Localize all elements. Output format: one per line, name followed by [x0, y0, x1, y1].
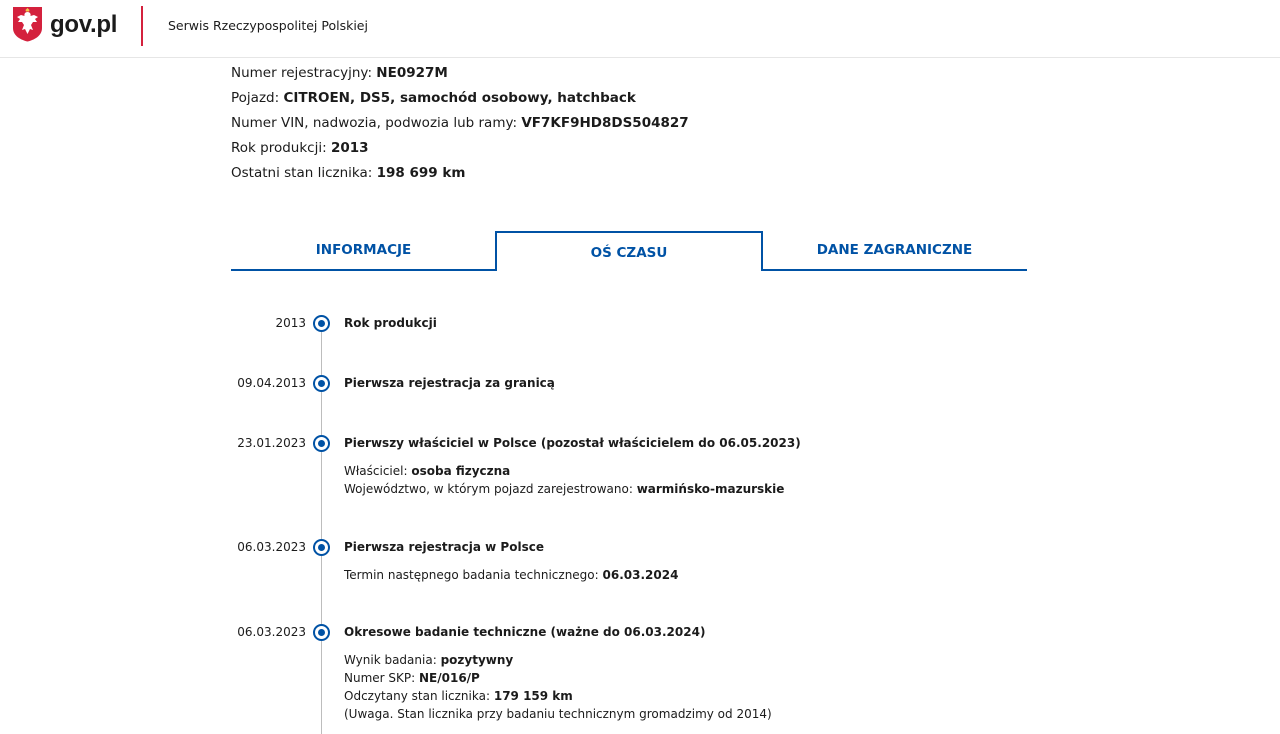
tab-os-czasu[interactable]: OŚ CZASU [495, 231, 763, 271]
registration-label: Numer rejestracyjny: [231, 65, 372, 81]
detail-line [344, 669, 772, 687]
timeline-title: Pierwsza rejestracja za granicą [344, 376, 555, 390]
detail-label: Odczytany stan licznika: [344, 689, 491, 703]
detail-label: Numer SKP: [344, 671, 416, 685]
detail-value: NE/016/P [419, 671, 480, 685]
timeline-dot-icon [313, 435, 330, 452]
odometer-label: Ostatni stan licznika: [231, 165, 373, 181]
production-year [231, 139, 689, 164]
vehicle-value: CITROEN, DS5, samochód osobowy, hatchback [283, 90, 636, 106]
detail-label: Województwo, w którym pojazd zarejestrowano: [344, 482, 633, 496]
timeline [0, 300, 1280, 734]
tab-bar [231, 231, 1027, 271]
detail-label: Właściciel: [344, 464, 408, 478]
registration-number [231, 64, 689, 89]
vin-number [231, 114, 689, 139]
timeline-dot-icon [313, 375, 330, 392]
service-name: Serwis Rzeczypospolitej Polskiej [168, 18, 368, 33]
vehicle-label: Pojazd: [231, 90, 280, 106]
vin-value: VF7KF9HD8DS504827 [521, 115, 689, 131]
tab-dane-zagraniczne[interactable]: DANE ZAGRANICZNE [762, 231, 1027, 271]
detail-value: 179 159 km [493, 689, 573, 703]
timeline-date: 09.04.2013 [237, 376, 306, 390]
timeline-dot-icon [313, 315, 330, 332]
detail-value: warmińsko-mazurskie [636, 482, 785, 496]
timeline-date: 23.01.2023 [237, 436, 306, 450]
timeline-dot-icon [313, 624, 330, 641]
year-value: 2013 [330, 140, 369, 156]
detail-line [344, 462, 784, 480]
vin-label: Numer VIN, nadwozia, podwozia lub ramy: [231, 115, 518, 131]
site-header [0, 0, 1280, 58]
odometer [231, 164, 689, 189]
timeline-title: Rok produkcji [344, 316, 437, 330]
year-label: Rok produkcji: [231, 140, 327, 156]
detail-label: Wynik badania: [344, 653, 437, 667]
vehicle-model [231, 89, 689, 114]
timeline-dot-icon [313, 539, 330, 556]
timeline-title: Okresowe badanie techniczne (ważne do 06.03.2024) [344, 625, 706, 639]
timeline-date: 06.03.2023 [237, 540, 306, 554]
detail-label: (Uwaga. Stan licznika przy badaniu technicznym gromadzimy od 2014) [344, 707, 772, 721]
detail-line [344, 566, 678, 584]
detail-value: 06.03.2024 [602, 568, 679, 582]
odometer-value: 198 699 km [376, 165, 466, 181]
registration-value: NE0927M [376, 65, 448, 81]
header-divider [141, 6, 143, 46]
timeline-details [344, 651, 772, 723]
detail-note [344, 705, 772, 723]
polish-eagle-icon[interactable] [12, 6, 43, 42]
detail-line [344, 480, 784, 498]
timeline-title: Pierwsza rejestracja w Polsce [344, 540, 544, 554]
timeline-date: 2013 [275, 316, 306, 330]
detail-line [344, 687, 772, 705]
vehicle-summary [231, 64, 689, 189]
detail-label: Termin następnego badania technicznego: [344, 568, 599, 582]
detail-value: osoba fizyczna [411, 464, 511, 478]
tab-informacje[interactable]: INFORMACJE [231, 231, 496, 271]
detail-value: pozytywny [440, 653, 514, 667]
gov-pl-logo[interactable]: gov.pl [50, 11, 118, 38]
timeline-details [344, 566, 678, 584]
detail-line [344, 651, 772, 669]
timeline-details [344, 462, 784, 498]
timeline-date: 06.03.2023 [237, 625, 306, 639]
timeline-title: Pierwszy właściciel w Polsce (pozostał właścicielem do 06.05.2023) [344, 436, 801, 450]
